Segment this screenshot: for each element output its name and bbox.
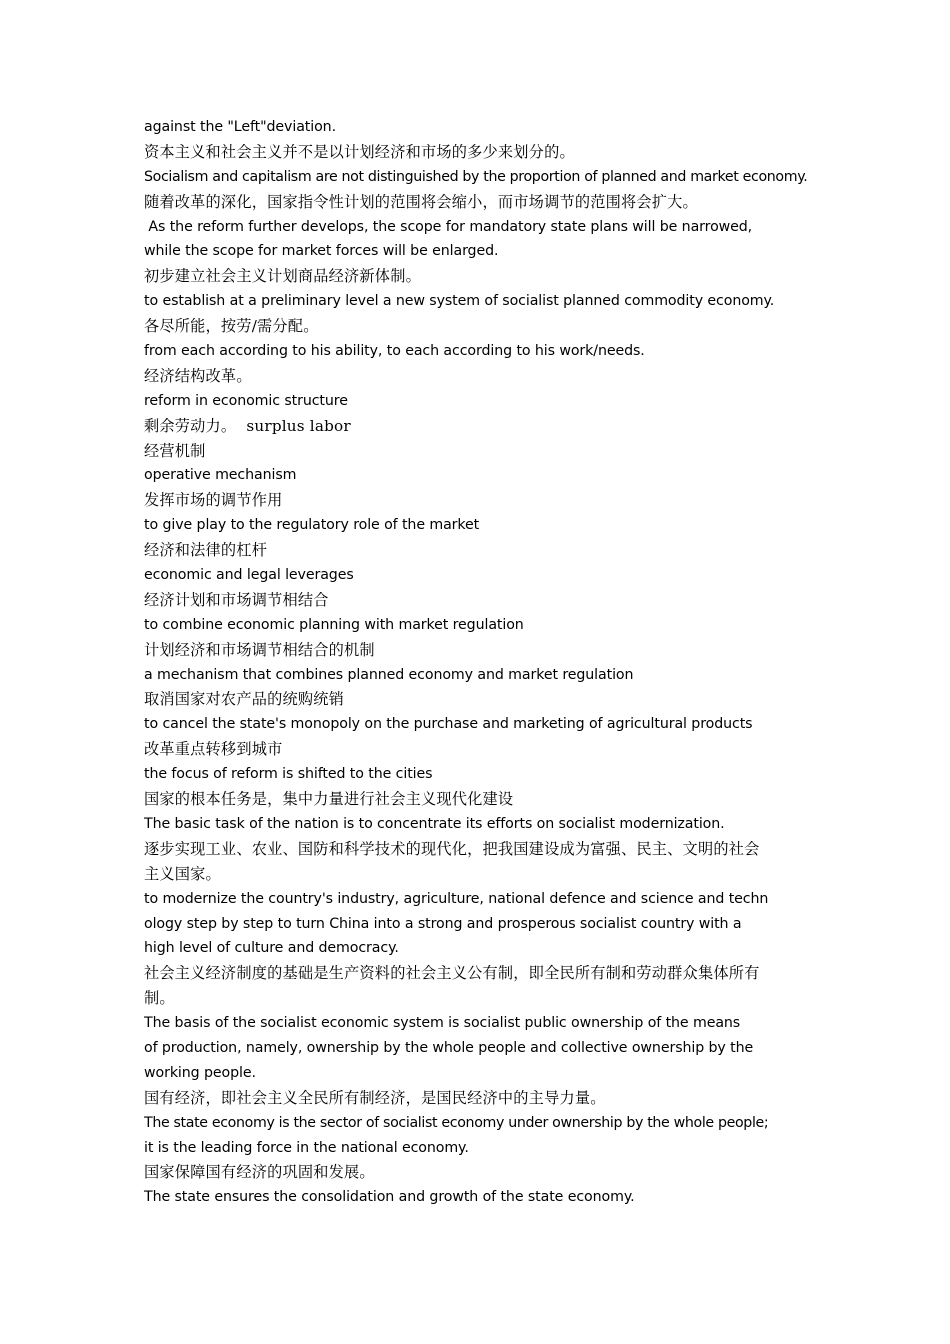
text-line: to combine economic planning with market regulation [144,616,524,633]
text-line: 各尽所能，按劳/需分配。 [144,317,319,336]
text-line: a mechanism that combines planned economy and market regulation [144,666,634,683]
text-line: 资本主义和社会主义并不是以计划经济和市场的多少来划分的。 [144,142,575,161]
text-line: ology step by step to turn China into a strong and prosperous socialist country with a [144,915,742,932]
text-line: it is the leading force in the national economy. [144,1139,469,1156]
text-line: 改革重点转移到城市 [144,740,283,759]
text-line: 经济计划和市场调节相结合 [144,590,329,609]
text-line: high level of culture and democracy. [144,940,399,957]
text-line: from each according to his ability, to each according to his work/needs. [144,343,645,360]
text-line: The basis of the socialist economic system is socialist public ownership of the means [144,1015,741,1032]
text-line: The state ensures the consolidation and growth of the state economy. [144,1189,635,1206]
text-line: 发挥市场的调节作用 [144,491,283,510]
text-line: 经济结构改革。 [144,366,252,385]
text-line: 国有经济，即社会主义全民所有制经济，是国民经济中的主导力量。 [144,1088,606,1107]
text-line: to give play to the regulatory role of the market [144,517,480,534]
text-line: to modernize the country's industry, agriculture, national defence and science and techn [144,890,769,907]
text-line: of production, namely, ownership by the whole people and collective ownership by the [144,1039,754,1056]
text-line: to cancel the state's monopoly on the purchase and marketing of agricultural products [144,716,753,733]
text-line: while the scope for market forces will be enlarged. [144,243,499,260]
text-line: 经营机制 [144,441,206,460]
text-line: economic and legal leverages [144,567,354,584]
text-line: the focus of reform is shifted to the cities [144,766,433,783]
text-line: 主义国家。 [144,864,221,883]
text-line: 国家保障国有经济的巩固和发展。 [144,1163,375,1182]
text-line: reform in economic structure [144,392,348,409]
text-line: Socialism and capitalism are not distinguished by the proportion of planned and market economy. [144,168,808,185]
text-line: 逐步实现工业、农业、国防和科学技术的现代化，把我国建设成为富强、民主、文明的社会 [144,839,760,858]
text-line: 经济和法律的杠杆 [144,541,268,560]
text-line: 随着改革的深化，国家指令性计划的范围将会缩小，而市场调节的范围将会扩大。 [144,192,698,211]
text-line: working people. [144,1064,256,1081]
text-line: The state economy is the sector of socialist economy under ownership by the whole people; [144,1114,769,1131]
text-line: As the reform further develops, the scope for mandatory state plans will be narrowed, [144,218,753,235]
text-line: 取消国家对农产品的统购统销 [144,690,345,709]
text-line: to establish at a preliminary level a new system of socialist planned commodity economy. [144,293,775,310]
text-line: 计划经济和市场调节相结合的机制 [144,640,375,659]
text-line: 剩余劳动力。 surplus labor [144,416,351,435]
text-line: 国家的根本任务是，集中力量进行社会主义现代化建设 [144,790,514,809]
text-line: operative mechanism [144,467,297,484]
text-line: 社会主义经济制度的基础是生产资料的社会主义公有制，即全民所有制和劳动群众集体所有 [144,964,760,983]
document-page [144,115,816,1210]
text-line: against the "Left"deviation. [144,119,336,135]
text-line: 初步建立社会主义计划商品经济新体制。 [144,267,421,286]
text-line: 制。 [144,989,175,1008]
text-line: The basic task of the nation is to concentrate its efforts on socialist modernization. [144,815,725,832]
